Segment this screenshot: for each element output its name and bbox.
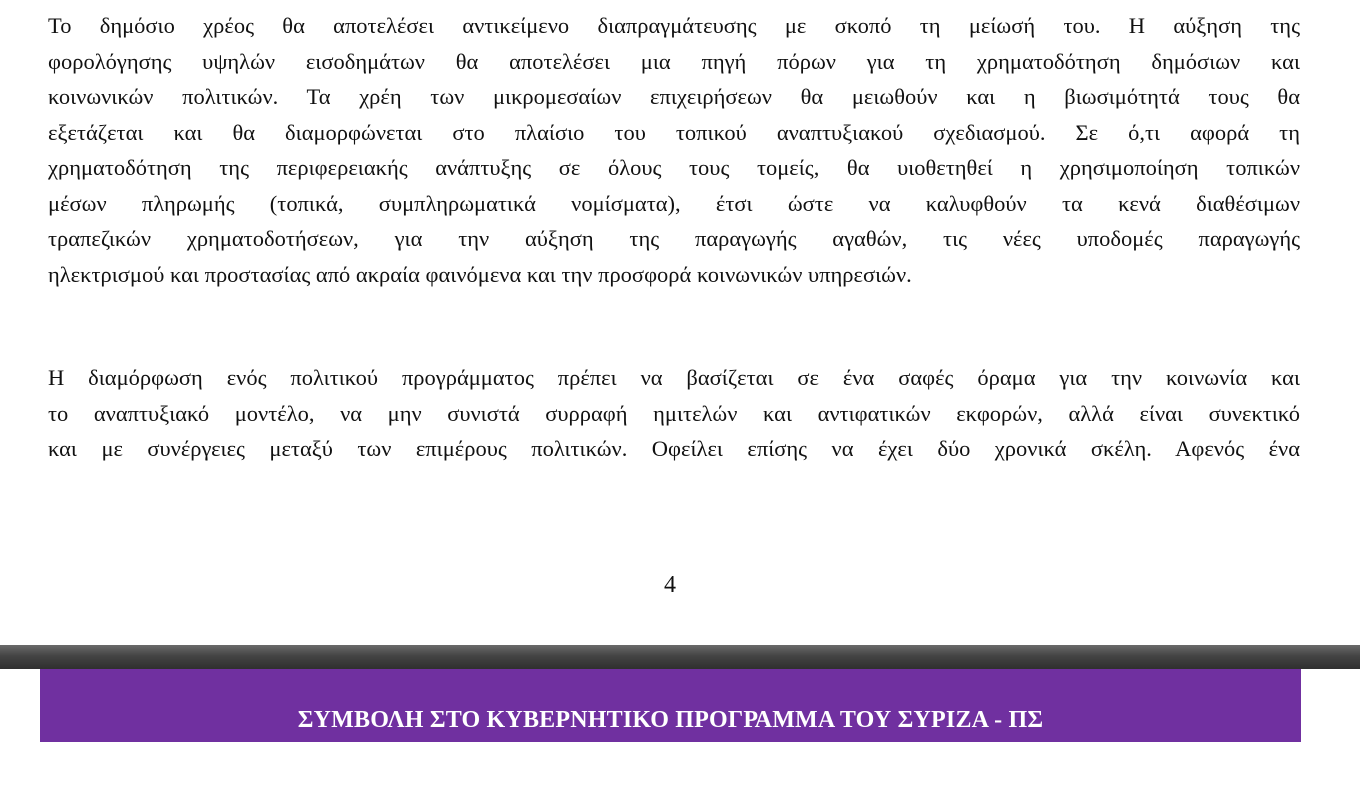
paragraph-1-line: τραπεζικών χρηματοδοτήσεων, για την αύξηση της παραγωγής αγαθών, τις νέες υποδομές παραγωγής — [48, 226, 1300, 251]
paragraph-1-line: ηλεκτρισμού και προστασίας από ακραία φαινόμενα και την προσφορά κοινωνικών υπηρεσιών. — [48, 261, 912, 287]
paragraph-1-line: χρηματοδότηση της περιφερειακής ανάπτυξης σε όλους τους τομείς, θα υιοθετηθεί η χρησιμοποίηση τοπικών — [48, 155, 1300, 180]
paragraph-1-line: μέσων πληρωμής (τοπικά, συμπληρωματικά νομίσματα), έτσι ώστε να καλυφθούν τα κενά διαθέσιμων — [48, 190, 1300, 216]
body-paragraph-1 — [48, 8, 1300, 292]
page-header-title: ΣΥΜΒΟΛΗ ΣΤΟ ΚΥΒΕΡΝΗΤΙΚΟ ΠΡΟΓΡΑΜΜΑ ΤΟΥ ΣΥΡΙΖΑ - ΠΣ — [297, 707, 1044, 733]
paragraph-1-line: εξετάζεται και θα διαμορφώνεται στο πλαίσιο του τοπικού αναπτυξιακού σχεδιασμού. Σε ό,τι αφορά τη — [48, 119, 1300, 145]
paragraph-1-line: Το δημόσιο χρέος θα αποτελέσει αντικείμενο διαπραγμάτευσης με σκοπό τη μείωσή του. Η αύξηση της — [48, 13, 1300, 38]
page-number: 4 — [664, 572, 676, 598]
paragraph-2-line: το αναπτυξιακό μοντέλο, να μην συνιστά συρραφή ημιτελών και αντιφατικών εκφορών, αλλά είναι συνεκτικό — [48, 400, 1300, 426]
paragraph-1-line: φορολόγησης υψηλών εισοδημάτων θα αποτελέσει μια πηγή πόρων για τη χρηματοδότηση δημόσιων και — [48, 48, 1300, 74]
paragraph-2-line: και με συνέργειες μεταξύ των επιμέρους πολιτικών. Οφείλει επίσης να έχει δύο χρονικά σκέλη. Αφενός ένα — [48, 436, 1300, 461]
paragraph-2-line: Η διαμόρφωση ενός πολιτικού προγράμματος πρέπει να βασίζεται σε ένα σαφές όραμα για την κοινωνία και — [48, 365, 1300, 390]
body-paragraph-2 — [48, 360, 1300, 467]
page-divider — [0, 645, 1360, 669]
page-header-band — [40, 669, 1301, 742]
paragraph-1-line: κοινωνικών πολιτικών. Τα χρέη των μικρομεσαίων επιχειρήσεων θα μειωθούν και η βιωσιμότητά τους θα — [48, 84, 1300, 109]
